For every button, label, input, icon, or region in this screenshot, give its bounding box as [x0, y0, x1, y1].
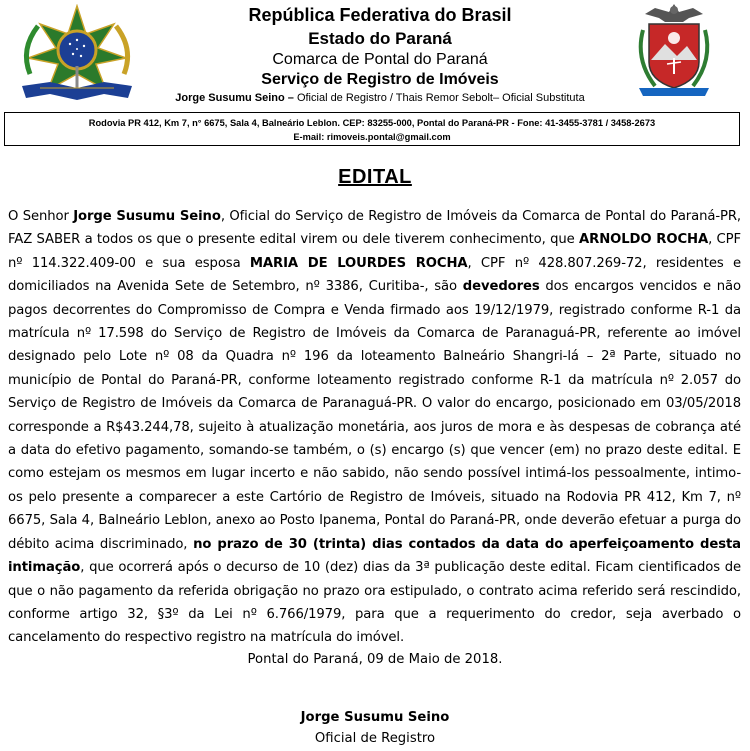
address-box: [4, 112, 740, 146]
state-heading: Estado do Paraná: [308, 29, 452, 48]
debtor-name-bold: ARNOLDO ROCHA: [579, 232, 709, 248]
page-title: EDITAL: [338, 166, 412, 188]
debtors-bold: devedores: [462, 279, 540, 295]
address-line: Rodovia PR 412, Km 7, n° 6675, Sala 4, Balneário Leblon. CEP: 83255-000, Pontal do Paraná-PR - Fone: 41-3455-3781 / 3458-2673: [88, 118, 656, 128]
brazil-coat-of-arms-icon: [10, 4, 145, 102]
officer-roles: Oficial de Registro / Thais Remor Sebolt– Oficial Substituta: [293, 92, 585, 104]
parana-coat-of-arms-icon: [625, 0, 723, 100]
edital-body: [8, 205, 741, 650]
officer-name: Jorge Susumu Seino –: [175, 92, 294, 104]
place-date: Pontal do Paraná, 09 de Maio de 2018.: [247, 652, 503, 667]
spouse-name-bold: MARIA DE LOURDES ROCHA: [249, 255, 468, 271]
signature-name: Jorge Susumu Seino: [300, 710, 450, 725]
body-text: , CPF nº 428.807.269-72, residentes e domiciliados na Avenida Sete de Setembro, nº 3386, Curitiba-, são: [8, 255, 742, 295]
body-text: dos encargos vencidos e não pagos decorrentes do Compromisso de Compra e Venda firmado aos 19/12/1979, registrado conforme R-1 da matrícula nº 17.598 do Serviço de Registro de Imóveis da Comarca de Paranaguá-PR, referente ao imóvel designado pelo Lote nº 08 da Quadra nº 196 da loteamento Balneário Shangri-lá – 2ª Parte, situado no município de Pontal do Paraná-PR, conforme loteamento registrado conforme R-1 da matrícula nº 2.057 do Serviço de Registro de Imóveis da Comarca de Paranaguá-PR. O valor do encargo, posicionado em 03/05/2018 corresponde a R$43.244,78, sujeito à atualização monetária, aos juros de mora e às despesas de cobrança até a data do efetivo pagamento, somando-se também, o (s) encargo (s) que vencer (em) no prazo deste edital. E como estejam os mesmos em lugar incerto e não sabido, não sendo possível intimá-los pessoalmente, intimo-os pelo presente a comparecer a este Cartório de Registro de Imóveis, situado na Rodovia PR 412, Km 7, nº 6675, Sala 4, Balneário Leblon, anexo ao Posto Ipanema, Pontal do Paraná-PR, onde deverão efetuar a purga do débito acima discriminado,: [8, 279, 741, 552]
body-text: , que ocorrerá após o decurso de 10 (dez) dias da 3ª publicação deste edital. Ficam cientificados de que o não pagamento da referida obrigação no prazo ora estipulado, o contrato acima referido será rescindido, conforme artigo 32, §3º da Lei nº 6.766/1979, para que a requerimento do credor, seja averbado o cancelamento do respectivo registro na matrícula do imóvel.: [8, 560, 741, 646]
signature-role: Oficial de Registro: [314, 731, 436, 746]
officer-bold: Jorge Susumu Seino: [73, 209, 221, 224]
republic-heading: República Federativa do Brasil: [248, 5, 512, 25]
service-heading: Serviço de Registro de Imóveis: [261, 71, 499, 88]
officers-line: [150, 91, 610, 105]
district-heading: Comarca de Pontal do Paraná: [272, 51, 488, 68]
deadline-bold: no prazo de 30 (trinta) dias contados da data do aperfeiçoamento desta intimação: [8, 536, 741, 576]
body-text: , Oficial do Serviço de Registro de Imóveis da Comarca de Pontal do Paraná-PR, FAZ SABER a todos os que o presente edital virem ou dele tiverem conhecimento, que: [8, 209, 742, 248]
body-text: , CPF nº 114.322.409-00 e sua esposa: [8, 232, 741, 271]
email-line: E-mail: rimoveis.pontal@gmail.com: [293, 132, 451, 142]
body-text: O Senhor: [8, 209, 74, 224]
